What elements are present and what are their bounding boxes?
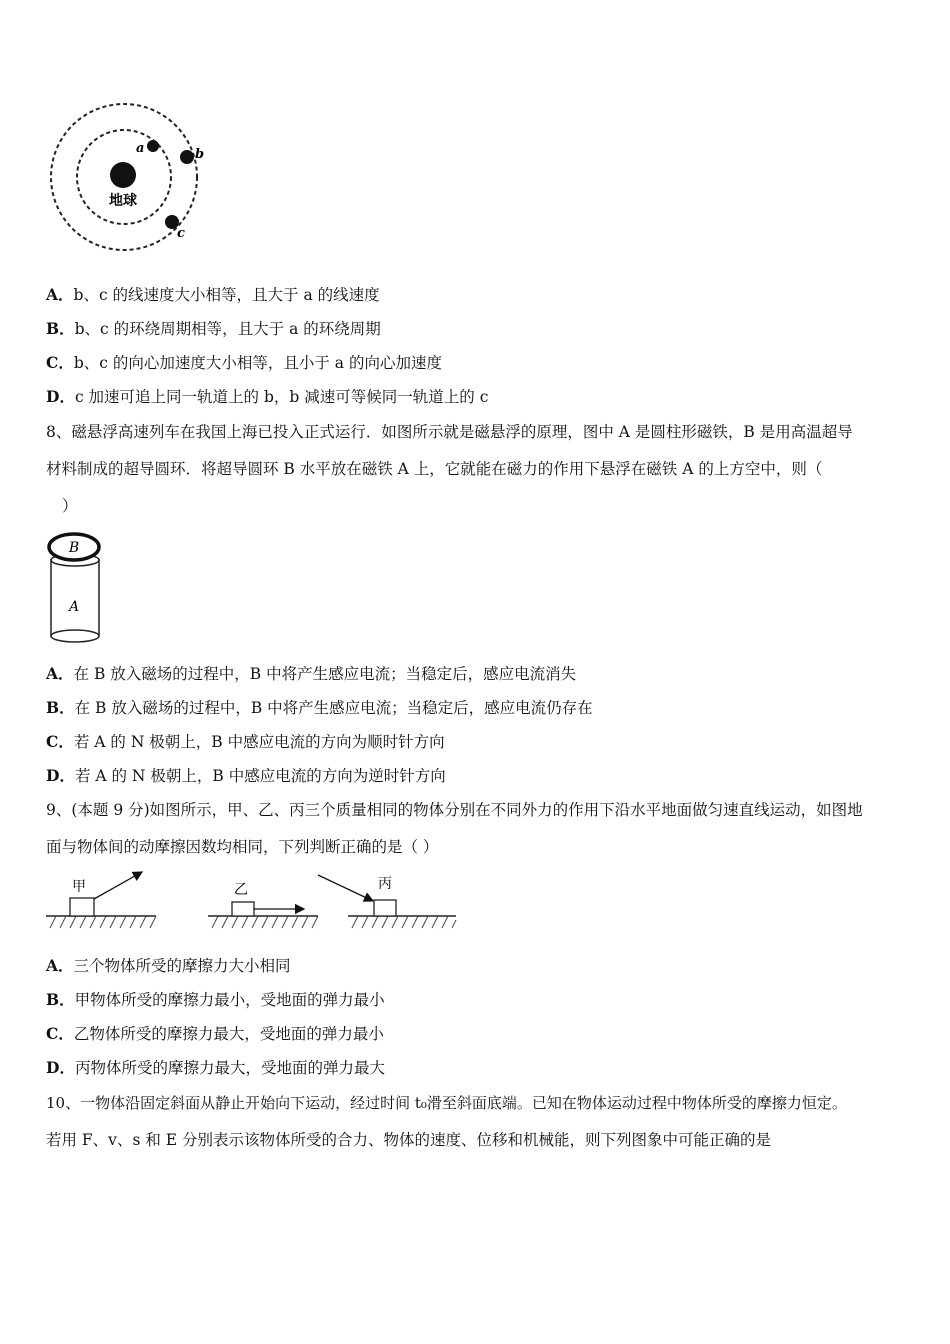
hatch-bing — [352, 916, 456, 928]
block-jia — [70, 898, 94, 916]
q7-option-c: C．b、c 的向心加速度大小相等，且小于 a 的向心加速度 — [46, 353, 442, 372]
q8-stem-line1: 8、磁悬浮高速列车在我国上海已投入正式运行．如图所示就是磁悬浮的原理，图中 A 是圆柱形磁铁，B 是用高温超导 — [46, 423, 853, 441]
q8-option-b: B．在 B 放入磁场的过程中，B 中将产生感应电流；当稳定后，感应电流仍存在 — [46, 698, 593, 717]
label-jia: 甲 — [72, 879, 86, 895]
q9-option-d: D．丙物体所受的摩擦力最大，受地面的弹力最大 — [46, 1058, 385, 1077]
magnet-label: A — [68, 599, 80, 615]
earth — [110, 162, 136, 188]
force-arrow-bing — [318, 875, 373, 901]
q9-stem-line2: 面与物体间的动摩擦因数均相同，下列判断正确的是（ ） — [46, 838, 439, 856]
satellite-b-label: b — [195, 147, 205, 162]
q9-option-b: B．甲物体所受的摩擦力最小，受地面的弹力最小 — [46, 990, 385, 1009]
maglev-figure — [46, 530, 106, 648]
q9-option-a: A．三个物体所受的摩擦力大小相同 — [46, 956, 291, 975]
q9-option-c: C．乙物体所受的摩擦力最大，受地面的弹力最小 — [46, 1024, 384, 1043]
q7-option-b: B．b、c 的环绕周期相等，且大于 a 的环绕周期 — [46, 319, 381, 338]
satellite-a — [147, 140, 159, 152]
ring-label: B — [68, 540, 80, 556]
magnet-body — [51, 560, 99, 636]
hatch-yi — [212, 916, 318, 928]
q7-option-d: D．c 加速可追上同一轨道上的 b，b 减速可等候同一轨道上的 c — [46, 387, 489, 406]
magnet-bottom — [51, 630, 99, 642]
q10-stem-line2: 若用 F、v、s 和 E 分别表示该物体所受的合力、物体的速度、位移和机械能，则下列图象中可能正确的是 — [46, 1131, 771, 1149]
satellite-a-label: a — [136, 141, 145, 156]
q8-option-d: D．若 A 的 N 极朝上，B 中感应电流的方向为逆时针方向 — [46, 766, 446, 785]
friction-figure — [46, 866, 458, 932]
force-arrow-jia — [94, 872, 142, 899]
orbit-figure — [46, 100, 216, 256]
q10-stem-line1: 10、一物体沿固定斜面从静止开始向下运动，经过时间 t₀滑至斜面底端。已知在物体运动过程中物体所受的摩擦力恒定。 — [46, 1094, 847, 1112]
satellite-b — [180, 150, 194, 164]
q8-stem-line3: ） — [62, 497, 78, 515]
earth-label: 地球 — [109, 193, 137, 209]
satellite-c-label: c — [177, 226, 185, 241]
q7-option-a: A．b、c 的线速度大小相等，且大于 a 的线速度 — [46, 285, 380, 304]
q8-option-a: A．在 B 放入磁场的过程中，B 中将产生感应电流；当稳定后，感应电流消失 — [46, 664, 577, 683]
block-yi — [232, 902, 254, 916]
hatch-jia — [50, 916, 156, 928]
q9-stem-line1: 9、(本题 9 分)如图所示，甲、乙、丙三个质量相同的物体分别在不同外力的作用下沿水平地面做匀速直线运动，如图地 — [46, 801, 863, 819]
q8-option-c: C．若 A 的 N 极朝上，B 中感应电流的方向为顺时针方向 — [46, 732, 445, 751]
label-bing: 丙 — [378, 876, 392, 892]
label-yi: 乙 — [234, 882, 248, 898]
block-bing — [374, 900, 396, 916]
q8-stem-line2: 材料制成的超导圆环．将超导圆环 B 水平放在磁铁 A 上，它就能在磁力的作用下悬浮在磁铁 A 的上方空中，则（ — [46, 460, 823, 478]
